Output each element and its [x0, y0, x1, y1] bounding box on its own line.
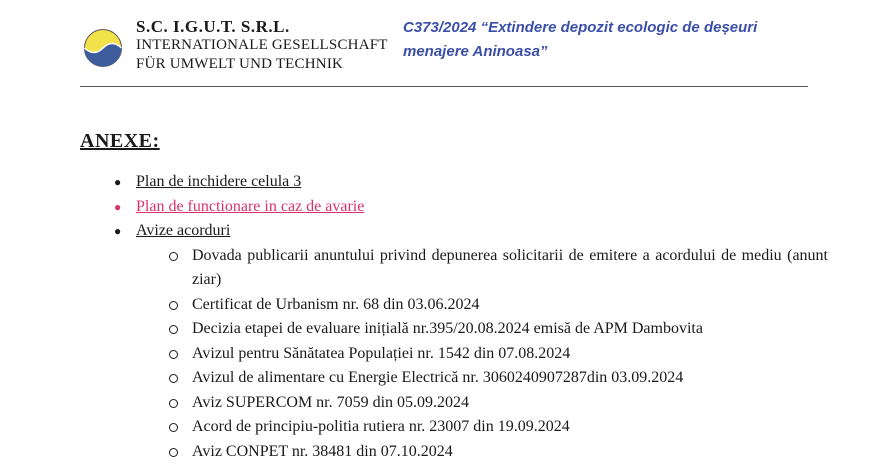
circle-bullet-icon [169, 399, 178, 408]
sub-item-label: Avizul pentru Sănătatea Populației nr. 1542 din 07.08.2024 [192, 344, 571, 362]
bullet-icon: ● [114, 175, 122, 189]
document-header [0, 0, 886, 90]
project-title: C373/2024 “Extindere depozit ecologic de deșeuri menajere Aninoasa” [403, 19, 758, 60]
circle-bullet-icon [169, 252, 178, 261]
list-item [110, 195, 840, 220]
bullet-icon: ● [114, 224, 122, 238]
list-item [166, 342, 828, 367]
annex-list [110, 170, 840, 464]
list-item [166, 293, 828, 318]
annex-item-label: Plan de inchidere celula 3 [136, 173, 302, 190]
circle-bullet-icon [169, 374, 178, 383]
list-item [166, 244, 828, 293]
list-item [166, 440, 828, 465]
circle-bullet-icon [169, 423, 178, 432]
circle-bullet-icon [169, 448, 178, 457]
sub-item-label: Certificat de Urbanism nr. 68 din 03.06.2024 [192, 295, 480, 313]
annexes-title: ANEXE: [80, 130, 160, 152]
approvals-sublist [166, 244, 828, 465]
list-item [110, 219, 840, 464]
company-block [136, 17, 388, 74]
bullet-icon: ● [114, 199, 122, 214]
circle-bullet-icon [169, 325, 178, 334]
company-logo-icon [83, 28, 123, 68]
list-item [166, 415, 828, 440]
header-divider [80, 86, 808, 87]
circle-bullet-icon [169, 350, 178, 359]
sub-item-label: Aviz CONPET nr. 38481 din 07.10.2024 [192, 442, 453, 460]
list-item [110, 170, 840, 195]
list-item [166, 317, 828, 342]
circle-bullet-icon [169, 301, 178, 310]
sub-item-label: Avizul de alimentare cu Energie Electrică nr. 3060240907287din 03.09.2024 [192, 369, 684, 386]
company-name: S.C. I.G.U.T. S.R.L. [136, 17, 290, 36]
company-line-2: INTERNATIONALE GESELLSCHAFT [136, 37, 388, 53]
sub-item-label: Dovada publicarii anuntului privind depunerea solicitarii de emitere a acordului de mediu (anunt ziar) [192, 246, 828, 288]
sub-item-label: Decizia etapei de evaluare inițială nr.395/20.08.2024 emisă de APM Dambovita [192, 320, 703, 337]
list-item [166, 366, 828, 391]
list-item [166, 391, 828, 416]
company-line-3: FÜR UMWELT UND TECHNIK [136, 56, 344, 72]
sub-item-label: Acord de principiu-politia rutiera nr. 23007 din 19.09.2024 [192, 418, 570, 435]
sub-item-label: Aviz SUPERCOM nr. 7059 din 05.09.2024 [192, 393, 470, 411]
annex-item-label: Plan de functionare in caz de avarie [136, 197, 365, 215]
annex-item-label: Avize acorduri [136, 222, 231, 239]
